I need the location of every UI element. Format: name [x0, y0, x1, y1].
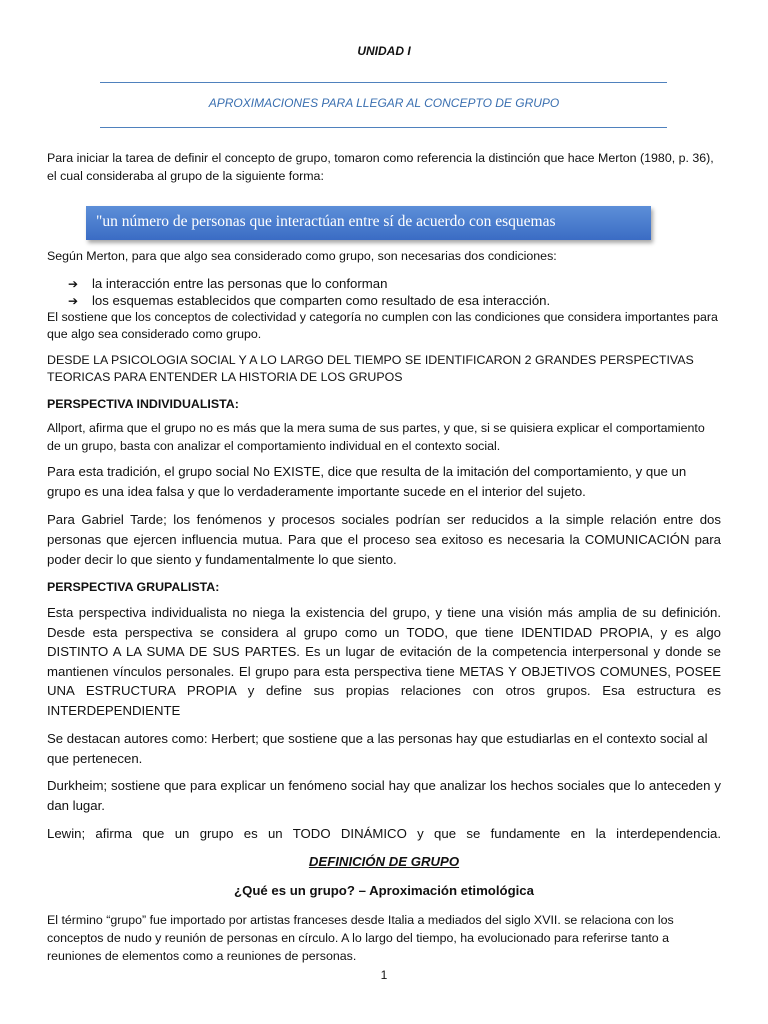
allport-paragraph: Allport, afirma que el grupo no es más que la mera suma de sus partes, y que, si se quisiera explicar el comportamiento de un grupo, basta con analizar el comportamiento individual en el contexto social.: [47, 421, 705, 453]
tradicion-paragraph: Para esta tradición, el grupo social No EXISTE, dice que resulta de la imitación del comportamiento, y que un grupo es una idea falsa y que lo verdaderamente importante sucede en el interior del sujeto.: [47, 464, 687, 499]
unit-title: UNIDAD I: [357, 44, 411, 58]
definicion-heading-text: DEFINICIÓN DE GRUPO: [308, 854, 460, 869]
list-item: [68, 292, 550, 310]
merton-quote-box: "un número de personas que interactúan entre sí de acuerdo con esquemas: [86, 206, 651, 240]
tarde-paragraph: Para Gabriel Tarde; los fenómenos y procesos sociales podrían ser reducidos a la simple relación entre dos personas que ejercen influencia mutua. Para que el proceso sea exitoso es necesaria la COMUNICACIÓN para poder decir lo que siento y fundamentalmente lo que siento.: [47, 512, 721, 567]
grupalista-heading: PERSPECTIVA GRUPALISTA:: [47, 580, 220, 594]
individualista-heading: PERSPECTIVA INDIVIDUALISTA:: [47, 397, 239, 411]
arrow-right-icon: ➔: [68, 277, 79, 291]
bullet-text: la interacción entre las personas que lo conforman: [92, 276, 388, 291]
bottom-rule: [100, 127, 667, 128]
herbert-paragraph: Se destacan autores como: Herbert; que sostiene que a las personas hay que estudiarlas en el contexto social al que pertenecen.: [47, 731, 708, 766]
etimologia-subheading: ¿Qué es un grupo? – Aproximación etimológica: [234, 883, 534, 898]
grupalista-paragraph: Esta perspectiva individualista no niega la existencia del grupo, y tiene una visión más amplia de su definición. Desde esta perspectiva se considera al grupo como un TODO, que tiene IDENTIDAD PROPIA, y es algo DISTINTO A LA SUMA DE SUS PARTES. Es un lugar de evitación de la competencia interpersonal y donde se mantienen vínculos personales. El grupo para esta perspectiva tiene METAS Y OBJETIVOS COMUNES, POSEE UNA ESTRUCTURA PROPIA y define sus propias relaciones con otros grupos. Esa estructura es INTERDEPENDIENTE: [47, 605, 721, 718]
collectivity-paragraph: El sostiene que los conceptos de colectividad y categoría no cumplen con las condiciones que considera importantes para que algo sea considerado como grupo.: [47, 310, 718, 341]
page-number: 1: [380, 968, 388, 982]
list-item: [68, 275, 387, 293]
lewin-paragraph: Lewin; afirma que un grupo es un TODO DINÁMICO y que se fundamente en la interdependencia.: [47, 826, 721, 841]
bullet-text: los esquemas establecidos que comparten como resultado de esa interacción.: [92, 293, 551, 308]
arrow-right-icon: ➔: [68, 294, 79, 308]
durkheim-paragraph: Durkheim; sostiene que para explicar un fenómeno social hay que analizar los hechos sociales que lo anteceden y dan lugar.: [47, 778, 721, 813]
intro-paragraph: Para iniciar la tarea de definir el concepto de grupo, tomaron como referencia la distinción que hace Merton (1980, p. 36), el cual consideraba al grupo de la siguiente forma:: [47, 151, 714, 183]
definicion-heading: [0, 854, 768, 869]
definicion-paragraph: El término “grupo” fue importado por artistas franceses desde Italia a mediados del siglo XVII. se relaciona con los conceptos de nudo y reunión de personas en círculo. A lo largo del tiempo, ha evolucionado para referirse tanto a reuniones de elementos como a reuniones de personas.: [47, 913, 674, 963]
perspectives-intro: DESDE LA PSICOLOGIA SOCIAL Y A LO LARGO DEL TIEMPO SE IDENTIFICARON 2 GRANDES PERSPECTIVAS TEORICAS PARA ENTENDER LA HISTORIA DE LOS GRUPOS: [47, 353, 694, 384]
top-rule: [100, 82, 667, 83]
section-subtitle: APROXIMACIONES PARA LLEGAR AL CONCEPTO DE GRUPO: [208, 96, 560, 110]
merton-conditions: Según Merton, para que algo sea considerado como grupo, son necesarias dos condiciones:: [47, 249, 557, 263]
